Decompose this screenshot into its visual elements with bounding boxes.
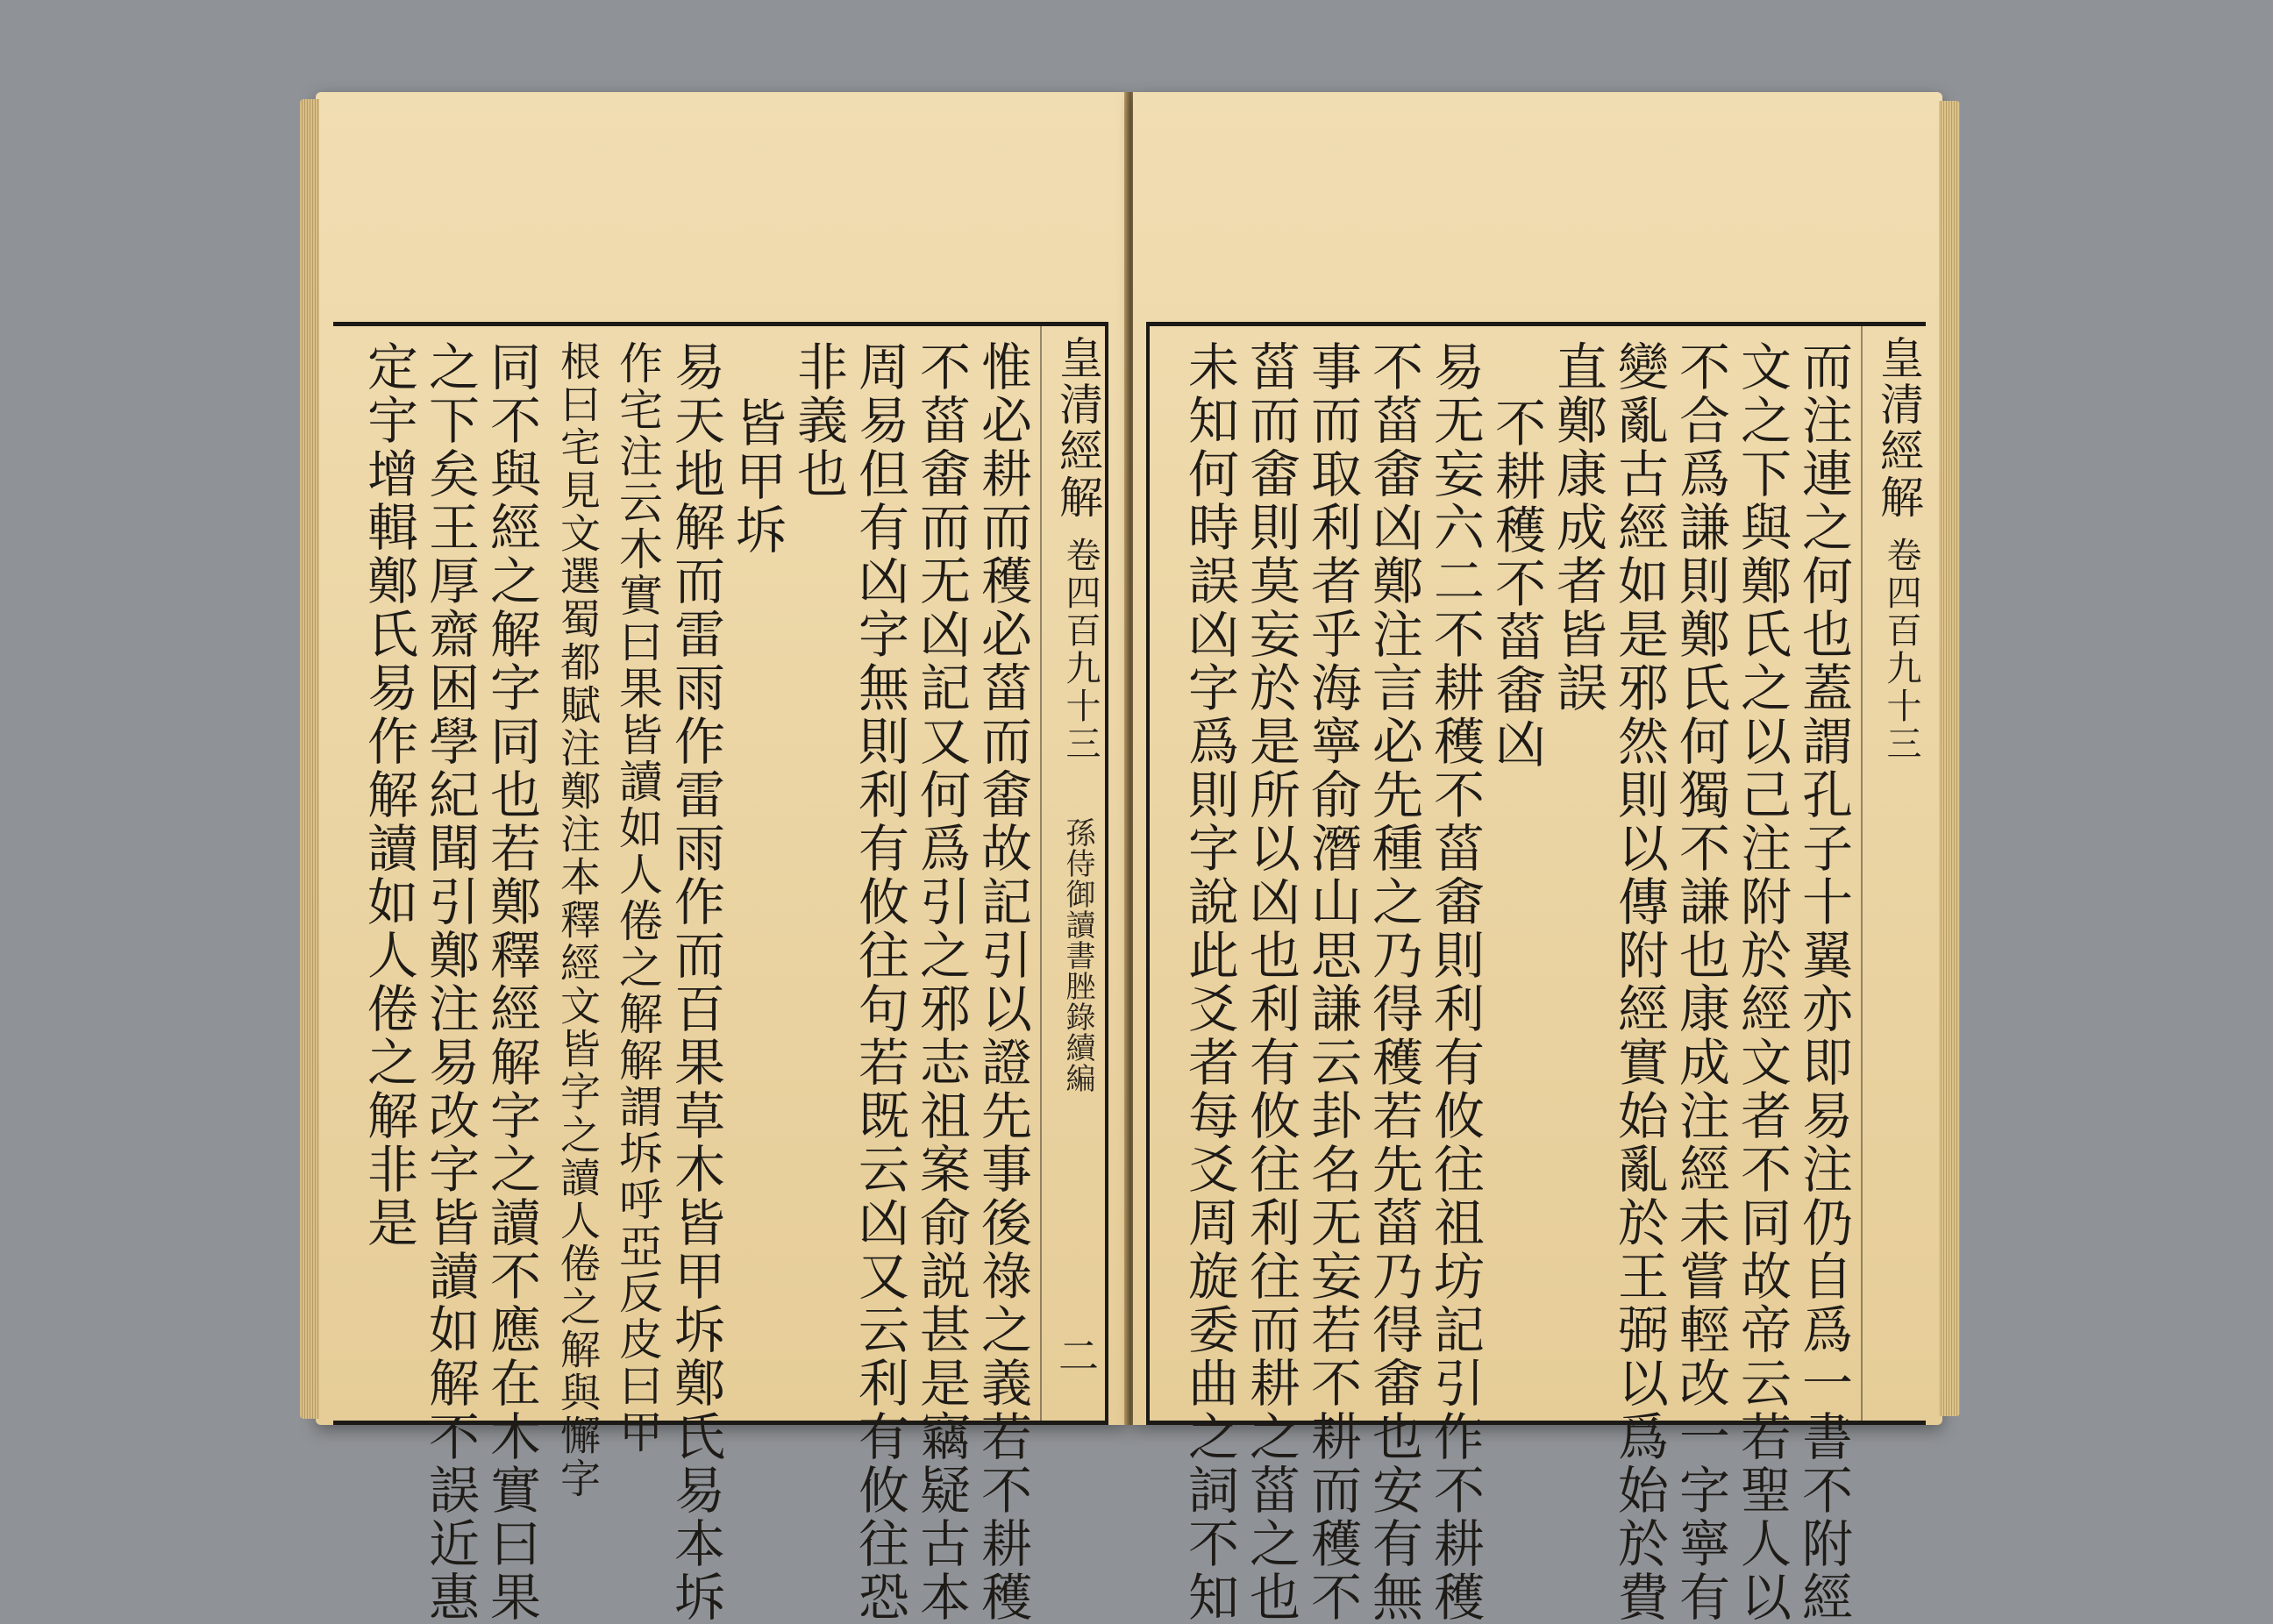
page-number: 二 [1052,1335,1100,1378]
text-column: 而注連之何也蓋謂孔子十翼亦即易注仍自爲一書不附經 [1793,340,1853,1624]
text-column: 不菑畬而无凶記又何爲引之邪志祖案俞説甚是竊疑古本 [911,340,971,1624]
left-page [316,92,1127,1624]
open-book [316,92,1942,1624]
right-page [1133,92,1942,1624]
text-column: 周易但有凶字無則利有攸往句若既云凶又云利有攸往恐 [850,340,909,1624]
page-margin-column [1864,326,1926,1421]
text-column: 易无妄六二不耕穫不菑畬則利有攸往祖坊記引作不耕穫 [1425,340,1485,1624]
margin-volume: 卷四百九十三 [1060,537,1101,763]
margin-volume: 卷四百九十三 [1881,537,1921,763]
text-column: 惟必耕而穫必菑而畬故記引以證先事後祿之義若不耕穫 [973,340,1032,1624]
text-column: 不菑畬凶鄭注言必先種之乃得穫若先菑乃得畬也安有無 [1364,340,1423,1624]
text-column: 不合爲謙則鄭氏何獨不謙也康成注經未嘗輕改一字寧有 [1671,340,1730,1624]
margin-title: 皇清經解 [1873,335,1924,521]
text-column: 未知何時誤凶字爲則字說此爻者每爻周旋委曲之詞不知 [1179,340,1239,1624]
text-column: 作宅注云木實曰果皆讀如人倦之解解謂坼呼亞反皮曰甲 [612,340,663,1456]
text-frame [1146,322,1926,1624]
page-edges [300,99,319,1419]
text-frame [333,322,1108,1624]
column-rule [1040,326,1042,1421]
text-column: 事而取利者乎海寧俞潛山思謙云卦名无妄若不耕而穫不 [1302,340,1362,1624]
text-column: 非義也 [788,340,848,501]
page-edges [1939,101,1960,1416]
page-margin-column [1044,326,1105,1421]
margin-title: 皇清經解 [1052,335,1103,521]
section-heading: 皆甲坼 [727,396,787,557]
text-column: 之下矣王厚齋困學紀聞引鄭注易改字皆讀如解不誤近惠 [420,340,480,1624]
text-column: 根曰宅見文選蜀都賦注鄭注本釋經文皆字之讀人倦之解與懈字 [554,340,602,1500]
text-column: 定宇增輯鄭氏易作解讀如人倦之解非是 [359,340,418,1250]
column-rule [1861,326,1863,1421]
section-heading: 不耕穫不菑畬凶 [1486,396,1546,771]
text-column: 菑而畬則莫妄於是所以凶也利有攸往利往而耕之菑之也 [1241,340,1300,1624]
text-column: 同不與經之解字同也若鄭釋經解字之讀不應在木實曰果 [481,340,541,1624]
text-column: 變亂古經如是邪然則以傳附經實始亂於王弼以爲始於費 [1609,340,1669,1624]
text-column: 文之下與鄭氏之以己注附於經文者不同故帝云若聖人以 [1732,340,1792,1624]
text-column: 易天地解而雷雨作雷雨作而百果草木皆甲坼鄭氏易本坼 [666,340,725,1624]
margin-subtitle: 孫侍御讀書脞錄續編 [1060,817,1095,1093]
text-column: 直鄭康成者皆誤 [1548,340,1607,715]
